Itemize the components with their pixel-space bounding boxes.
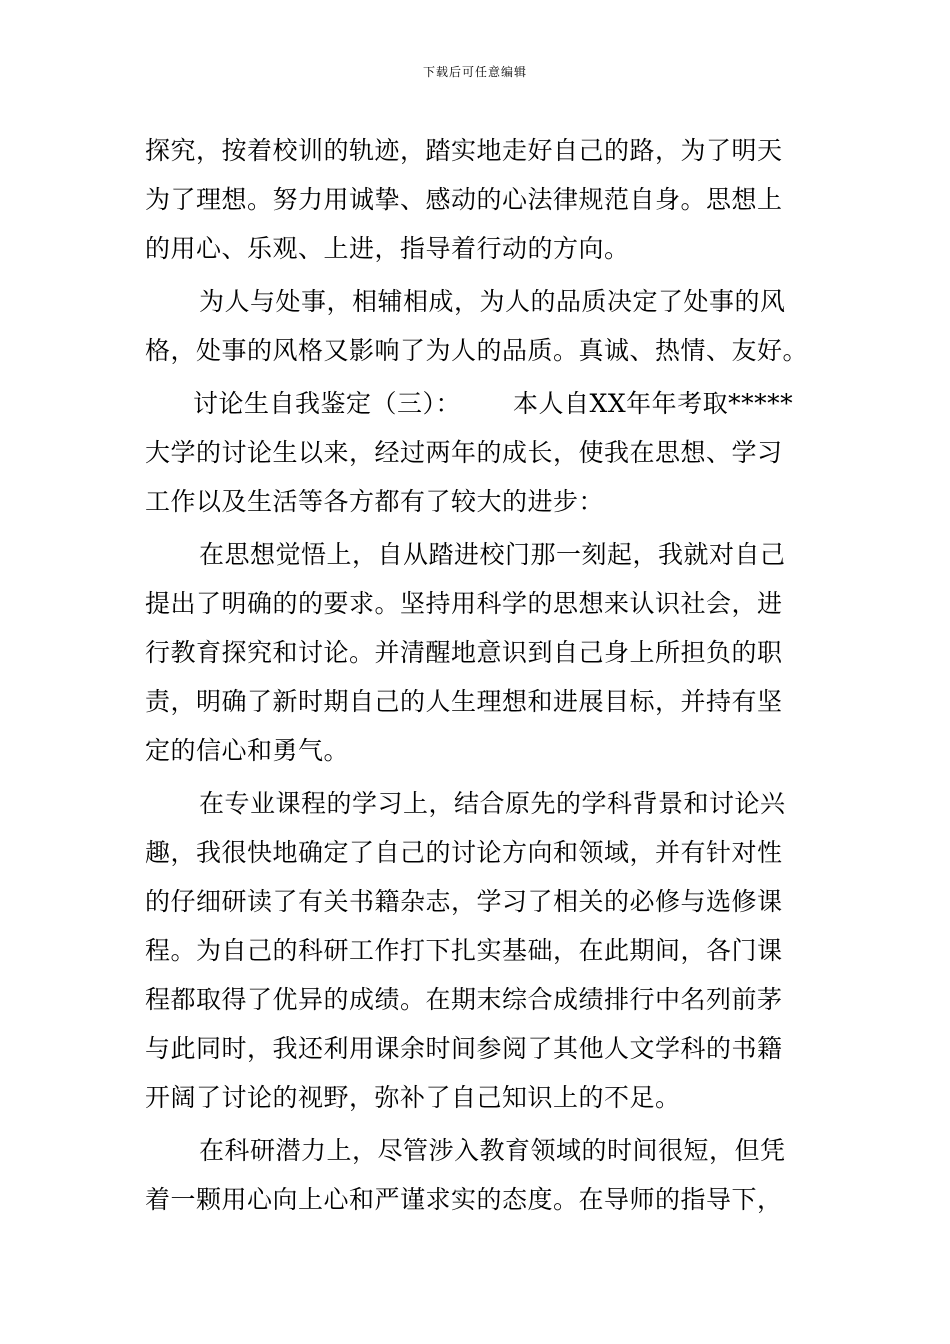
text-line: 行教育探究和讨论。并清醒地意识到自己身上所担负的职 bbox=[145, 638, 783, 667]
text-line: 在思想觉悟上，自从踏进校门那一刻起，我就对自己 bbox=[199, 540, 786, 569]
text-line: 工作以及生活等各方都有了较大的进步： bbox=[145, 487, 605, 516]
text-line: 程都取得了优异的成绩。在期末综合成绩排行中名列前茅 bbox=[145, 985, 783, 1014]
text-line: 的用心、乐观、上进，指导着行动的方向。 bbox=[145, 234, 630, 263]
document-body bbox=[145, 126, 810, 1224]
text-line: 责，明确了新时期自己的人生理想和进展目标，并持有坚 bbox=[145, 687, 783, 716]
text-line: 提出了明确的的要求。坚持用科学的思想来认识社会，进 bbox=[145, 589, 783, 618]
text-line: 开阔了讨论的视野，弥补了自己知识上的不足。 bbox=[145, 1083, 681, 1112]
section-heading: 讨论生自我鉴定（三）： bbox=[193, 389, 462, 418]
text-line: 大学的讨论生以来，经过两年的成长，使我在思想、学习 bbox=[145, 438, 783, 467]
page-header: 下载后可任意编辑 bbox=[422, 65, 527, 79]
text-line: 定的信心和勇气。 bbox=[145, 736, 350, 765]
section-heading-line bbox=[145, 379, 810, 428]
text-line: 格，处事的风格又影响了为人的品质。真诚、热情、友好。 bbox=[145, 336, 809, 365]
text-line: 探究，按着校训的轨迹，踏实地走好自己的路，为了明天 bbox=[145, 136, 783, 165]
text-line: 与此同时，我还利用课余时间参阅了其他人文学科的书籍 bbox=[145, 1034, 783, 1063]
text-line: 趣，我很快地确定了自己的讨论方向和领域，并有针对性 bbox=[145, 838, 783, 867]
text-line: 在专业课程的学习上，结合原先的学科背景和讨论兴 bbox=[199, 789, 786, 818]
text-line: 在科研潜力上，尽管涉入教育领域的时间很短，但凭 bbox=[199, 1136, 786, 1165]
text-line: 为人与处事，相辅相成，为人的品质决定了处事的风 bbox=[199, 287, 786, 316]
text-segment: 本人自XX年年考取***** bbox=[513, 389, 794, 418]
text-line: 程。为自己的科研工作打下扎实基础，在此期间，各门课 bbox=[145, 936, 783, 965]
text-line: 为了理想。努力用诚挚、感动的心法律规范自身。思想上 bbox=[145, 185, 783, 214]
text-line: 的仔细研读了有关书籍杂志，学习了相关的必修与选修课 bbox=[145, 887, 783, 916]
text-line: 着一颗用心向上心和严谨求实的态度。在导师的指导下， bbox=[145, 1185, 783, 1214]
